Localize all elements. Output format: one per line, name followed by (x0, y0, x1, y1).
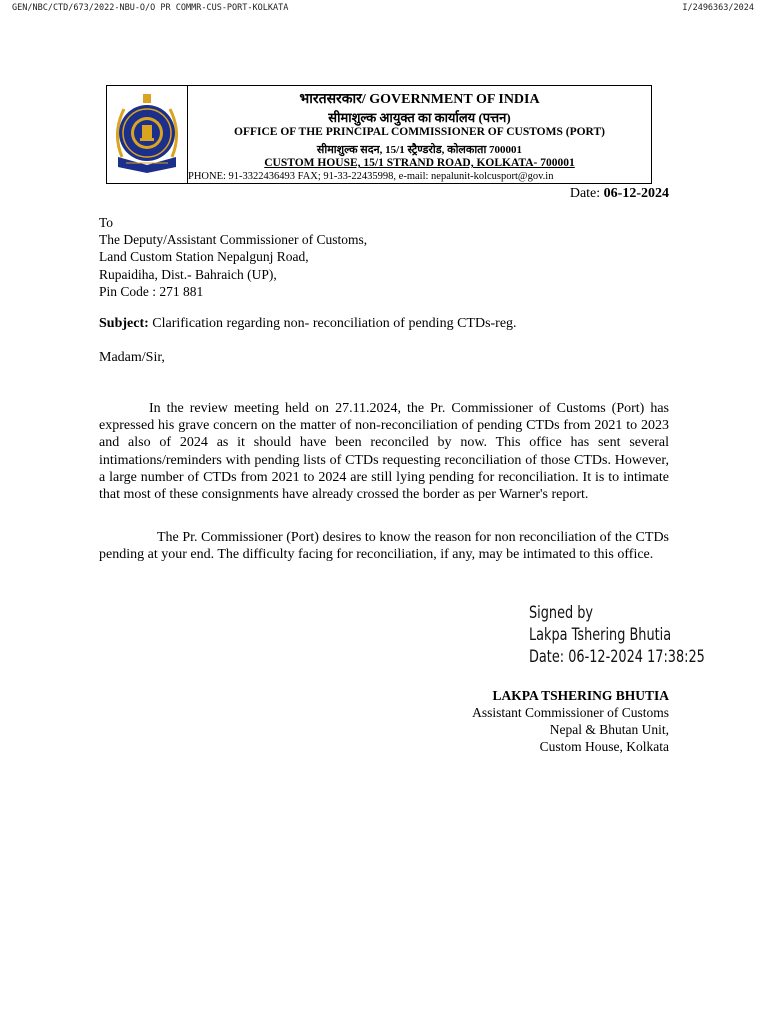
file-reference: GEN/NBC/CTD/673/2022-NBU-O/O PR COMMR-CUS-PORT-KOLKATA (12, 3, 289, 13)
signer-unit: Nepal & Bhutan Unit, (549, 722, 669, 737)
salutation: Madam/Sir, (99, 350, 165, 365)
recipient-address (99, 214, 367, 300)
address-line: Rupaidiha, Dist.- Bahraich (UP), (99, 266, 277, 282)
office-title-hindi: सीमाशुल्क आयुक्त का कार्यालय (पत्तन) (328, 110, 511, 125)
address-line: The Deputy/Assistant Commissioner of Customs, (99, 232, 368, 248)
signature-line: Lakpa Tshering Bhutia (529, 625, 672, 644)
office-title: OFFICE OF THE PRINCIPAL COMMISSIONER OF CUSTOMS (PORT) (234, 126, 605, 138)
address-pincode: Pin Code : 271 881 (99, 283, 204, 299)
body-paragraph-2: The Pr. Commissioner (Port) desires to know the reason for non reconciliation of the CTDs pending at your end. The difficulty facing for reconciliation, if any, may be intimated to this office. (99, 530, 669, 563)
subject-line (99, 316, 517, 332)
signer-block (472, 687, 669, 755)
subject-text: Clarification regarding non- reconciliation of pending CTDs-reg. (148, 316, 517, 331)
govt-title: भारतसरकार/ GOVERNMENT OF INDIA (299, 92, 540, 107)
address-line: Land Custom Station Nepalgunj Road, (99, 249, 309, 265)
signer-name: LAKPA TSHERING BHUTIA (492, 688, 669, 703)
office-address-hindi: सीमाशुल्क सदन, 15/1 स्ट्रैण्डरोड, कोलकाता 700001 (316, 144, 523, 156)
subject-label: Subject: (99, 316, 149, 331)
signature-date: Date: 06-12-2024 17:38:25 (529, 647, 705, 666)
emblem-cell (107, 86, 188, 183)
digital-signature (529, 602, 708, 668)
letterhead (106, 85, 652, 184)
signer-designation: Assistant Commissioner of Customs (472, 705, 669, 720)
customs-emblem-icon (110, 93, 184, 175)
office-address: CUSTOM HOUSE, 15/1 STRAND ROAD, KOLKATA- 700001 (264, 157, 575, 169)
document-reference-header (0, 3, 768, 17)
letter-date (570, 186, 669, 202)
date-label: Date: (569, 186, 604, 201)
signature-line: Signed by (529, 603, 594, 622)
signer-office: Custom House, Kolkata (539, 739, 669, 754)
date-value: 06-12-2024 (603, 186, 669, 201)
address-to: To (99, 215, 114, 230)
document-number: I/2496363/2024 (682, 3, 754, 13)
body-paragraph-1: In the review meeting held on 27.11.2024, the Pr. Commissioner of Customs (Port) has expressed his grave concern on the matter of non-reconciliation of pending CTDs from 2021 to 2023 and also of 2024 as it should have been reconciled by now. This office has sent several intimations/reminders with pending lists of CTDs requesting reconciliation of those CTDs. However, a large number of CTDs from 2021 to 2024 are still lying pending for reconciliation. It is to intimate that most of these consignments have already crossed the border as per Warner's report. (99, 401, 669, 503)
contact-line: PHONE: 91-3322436493 FAX; 91-33-22435998, e-mail: nepalunit-kolcusport@gov.in (188, 171, 554, 182)
